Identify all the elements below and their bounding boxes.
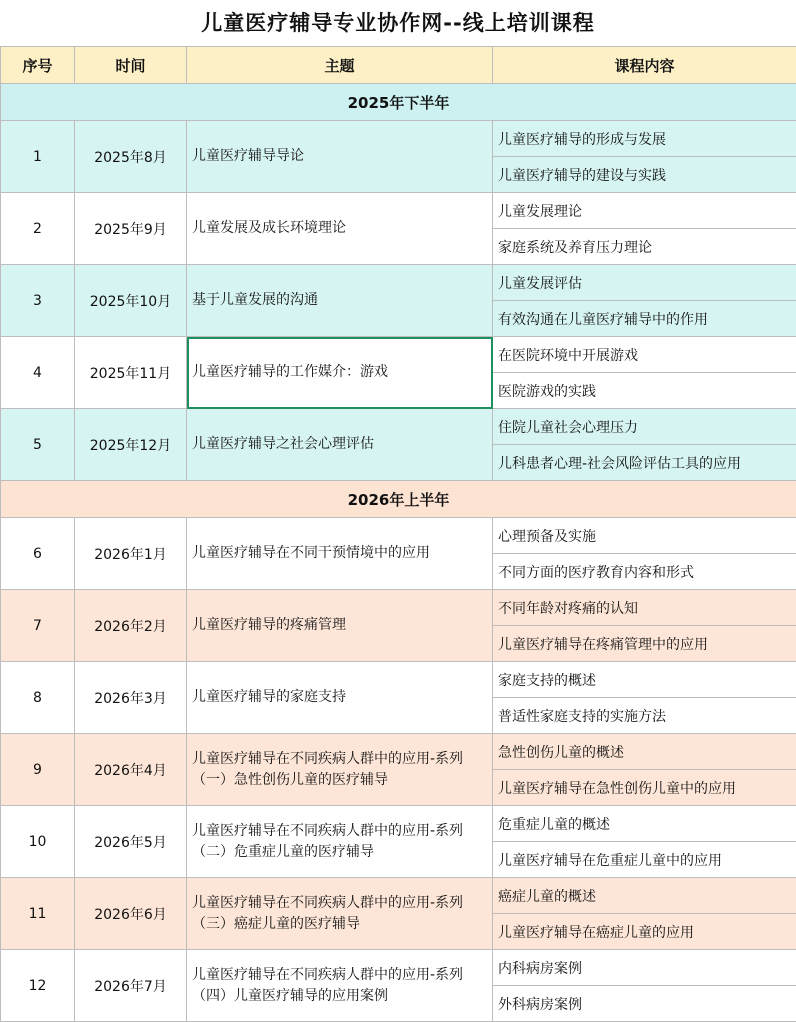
semester-label[interactable]: 2025年下半年 [1,84,796,121]
page-title: 儿童医疗辅导专业协作网--线上培训课程 [0,0,796,46]
course-time[interactable]: 2026年7月 [75,950,187,1022]
course-time[interactable]: 2026年5月 [75,806,187,878]
course-content[interactable]: 外科病房案例 [493,986,796,1022]
course-topic[interactable]: 儿童医疗辅导在不同疾病人群中的应用-系列（三）癌症儿童的医疗辅导 [187,878,493,950]
course-time[interactable]: 2025年12月 [75,409,187,481]
course-num[interactable]: 2 [1,193,75,265]
course-time[interactable]: 2026年4月 [75,734,187,806]
course-content[interactable]: 家庭系统及养育压力理论 [493,229,796,265]
course-content[interactable]: 有效沟通在儿童医疗辅导中的作用 [493,301,796,337]
course-num[interactable]: 10 [1,806,75,878]
table-row [1,121,796,157]
course-time[interactable]: 2025年8月 [75,121,187,193]
course-time[interactable]: 2026年3月 [75,662,187,734]
course-content[interactable]: 急性创伤儿童的概述 [493,734,796,770]
course-topic[interactable]: 儿童医疗辅导在不同干预情境中的应用 [187,518,493,590]
table-row [1,734,796,770]
course-content[interactable]: 儿童发展理论 [493,193,796,229]
course-content[interactable]: 儿科患者心理-社会风险评估工具的应用 [493,445,796,481]
table-row [1,950,796,986]
course-content[interactable]: 内科病房案例 [493,950,796,986]
course-content[interactable]: 危重症儿童的概述 [493,806,796,842]
course-num[interactable]: 5 [1,409,75,481]
table-row [1,878,796,914]
table-row [1,806,796,842]
header-topic[interactable]: 主题 [187,47,493,84]
course-topic[interactable]: 儿童医疗辅导之社会心理评估 [187,409,493,481]
semester-label[interactable]: 2026年上半年 [1,481,796,518]
course-content[interactable]: 儿童医疗辅导在危重症儿童中的应用 [493,842,796,878]
semester-row [1,481,796,518]
course-content[interactable]: 医院游戏的实践 [493,373,796,409]
course-num[interactable]: 8 [1,662,75,734]
course-time[interactable]: 2025年10月 [75,265,187,337]
course-time[interactable]: 2025年9月 [75,193,187,265]
course-num[interactable]: 7 [1,590,75,662]
course-content[interactable]: 在医院环境中开展游戏 [493,337,796,373]
table-row [1,409,796,445]
course-num[interactable]: 4 [1,337,75,409]
table-row [1,590,796,626]
table-row [1,265,796,301]
course-num[interactable]: 6 [1,518,75,590]
course-content[interactable]: 普适性家庭支持的实施方法 [493,698,796,734]
course-content[interactable]: 儿童医疗辅导在癌症儿童的应用 [493,914,796,950]
course-time[interactable]: 2026年2月 [75,590,187,662]
course-content[interactable]: 不同年龄对疼痛的认知 [493,590,796,626]
course-content[interactable]: 儿童医疗辅导的建设与实践 [493,157,796,193]
header-time[interactable]: 时间 [75,47,187,84]
course-topic[interactable]: 儿童医疗辅导导论 [187,121,493,193]
course-content[interactable]: 心理预备及实施 [493,518,796,554]
course-topic[interactable]: 儿童医疗辅导在不同疾病人群中的应用-系列（一）急性创伤儿童的医疗辅导 [187,734,493,806]
course-topic[interactable]: 儿童医疗辅导在不同疾病人群中的应用-系列（四）儿童医疗辅导的应用案例 [187,950,493,1022]
header-content[interactable]: 课程内容 [493,47,796,84]
course-num[interactable]: 3 [1,265,75,337]
course-content[interactable]: 家庭支持的概述 [493,662,796,698]
course-table [0,46,796,1022]
course-topic-selected-cell[interactable]: 儿童医疗辅导的工作媒介：游戏 [187,337,493,409]
table-row [1,193,796,229]
course-topic[interactable]: 儿童医疗辅导的疼痛管理 [187,590,493,662]
course-content[interactable]: 儿童医疗辅导在疼痛管理中的应用 [493,626,796,662]
course-topic[interactable]: 儿童发展及成长环境理论 [187,193,493,265]
course-topic[interactable]: 儿童医疗辅导的家庭支持 [187,662,493,734]
course-time[interactable]: 2025年11月 [75,337,187,409]
course-num[interactable]: 9 [1,734,75,806]
header-row [1,47,796,84]
course-content[interactable]: 儿童发展评估 [493,265,796,301]
course-time[interactable]: 2026年6月 [75,878,187,950]
course-num[interactable]: 1 [1,121,75,193]
course-num[interactable]: 11 [1,878,75,950]
course-topic[interactable]: 基于儿童发展的沟通 [187,265,493,337]
table-row [1,337,796,373]
course-content[interactable]: 儿童医疗辅导在急性创伤儿童中的应用 [493,770,796,806]
header-num[interactable]: 序号 [1,47,75,84]
semester-row [1,84,796,121]
table-row [1,518,796,554]
course-content[interactable]: 癌症儿童的概述 [493,878,796,914]
course-content[interactable]: 不同方面的医疗教育内容和形式 [493,554,796,590]
course-topic[interactable]: 儿童医疗辅导在不同疾病人群中的应用-系列（二）危重症儿童的医疗辅导 [187,806,493,878]
course-content[interactable]: 儿童医疗辅导的形成与发展 [493,121,796,157]
table-row [1,662,796,698]
course-content[interactable]: 住院儿童社会心理压力 [493,409,796,445]
course-num[interactable]: 12 [1,950,75,1022]
course-time[interactable]: 2026年1月 [75,518,187,590]
